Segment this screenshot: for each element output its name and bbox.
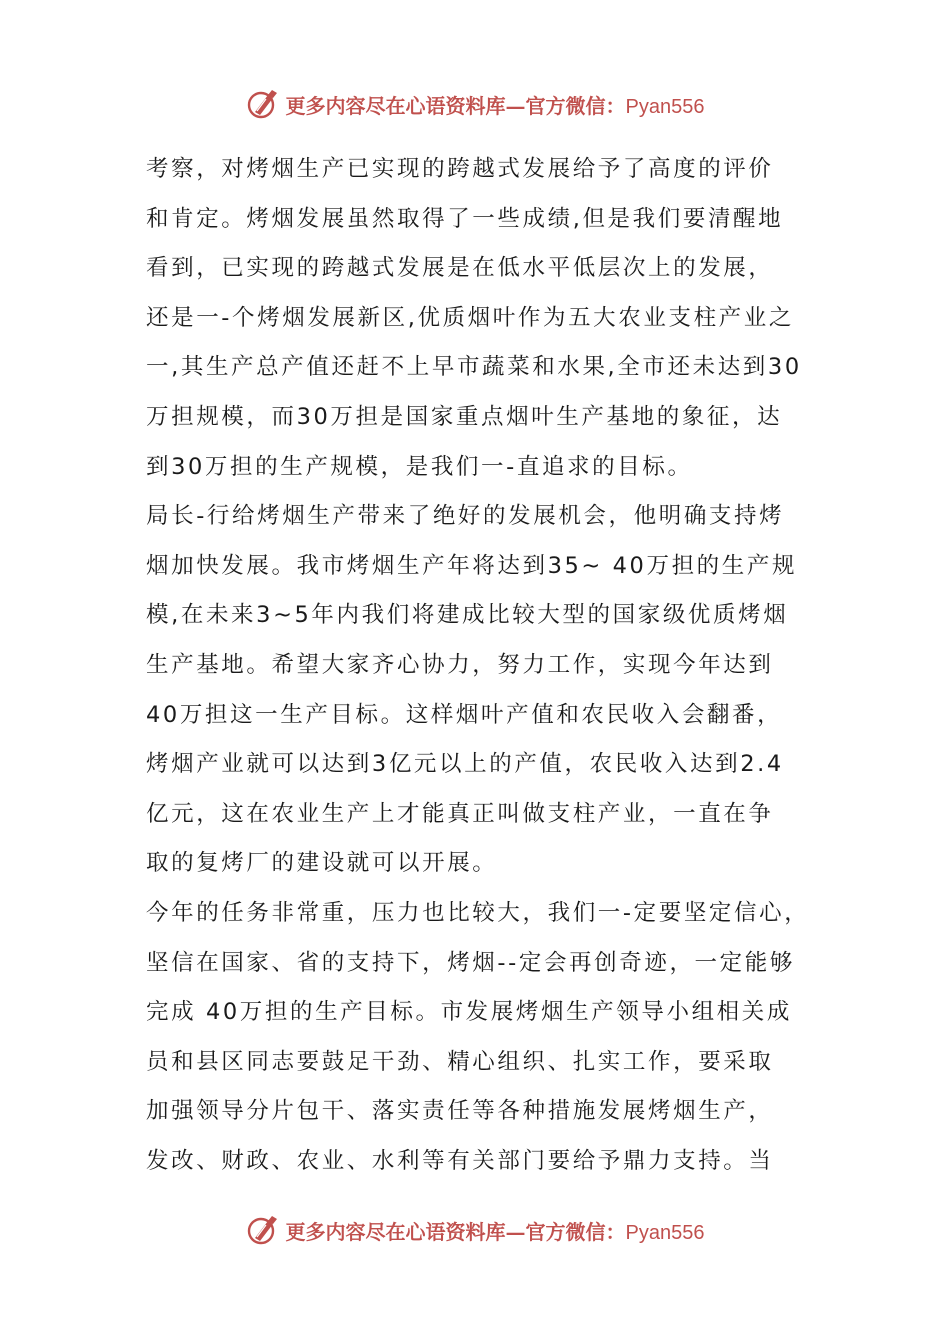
body-line: 到30万担的生产规模，是我们一-直追求的目标。 <box>146 453 693 480</box>
watermark-title: 更多内容尽在心语资料库 <box>285 93 506 118</box>
watermark-text <box>286 1216 705 1245</box>
body-line: 考察，对烤烟生产已实现的跨越式发展给予了高度的评价 <box>146 156 774 182</box>
body-line: 还是一-个烤烟发展新区,优质烟叶作为五大农业支柱产业之 <box>146 304 794 331</box>
body-line: 万担规模，而30万担是国家重点烟叶生产基地的象征，达 <box>146 403 783 430</box>
body-line: 亿元，这在农业生产上才能真正叫做支柱产业，一直在争 <box>146 800 774 827</box>
pen-nib-circle-icon <box>246 1213 280 1247</box>
body-line: 烟加快发展。我市烤烟生产年将达到35~ 40万担的生产规 <box>146 552 798 579</box>
header-watermark <box>0 84 950 124</box>
body-line: 烤烟产业就可以达到3亿元以上的产值，农民收入达到2.4 <box>146 751 784 778</box>
watermark-dash: — <box>505 1219 526 1244</box>
body-line: 模,在未来3~5年内我们将建成比较大型的国家级优质烤烟 <box>146 602 789 629</box>
watermark-wechat-label: 官方微信： <box>525 1219 626 1244</box>
body-line: 一,其生产总产值还赶不上早市蔬菜和水果,全市还未达到30 <box>146 354 802 381</box>
watermark-wechat-id: Pyan556 <box>625 1221 705 1244</box>
watermark-title: 更多内容尽在心语资料库 <box>285 1219 506 1244</box>
body-line: 完成 40万担的生产目标。市发展烤烟生产领导小组相关成 <box>146 999 792 1026</box>
body-line: 局长-行给烤烟生产带来了绝好的发展机会，他明确支持烤 <box>146 503 785 530</box>
pen-nib-circle-icon <box>246 87 280 121</box>
body-line: 加强领导分片包干、落实责任等各种措施发展烤烟生产， <box>146 1098 774 1125</box>
footer-watermark <box>0 1210 950 1250</box>
document-body <box>146 145 814 1186</box>
body-line: 取的复烤厂的建设就可以开展。 <box>146 850 498 877</box>
watermark-wechat-id: Pyan556 <box>625 95 705 118</box>
watermark-text <box>286 90 705 119</box>
body-line: 员和县区同志要鼓足干劲、精心组织、扎实工作，要采取 <box>146 1048 774 1075</box>
body-line: 发改、财政、农业、水利等有关部门要给予鼎力支持。当 <box>146 1147 774 1174</box>
body-line: 今年的任务非常重，压力也比较大，我们一-定要坚定信心， <box>146 899 810 926</box>
body-line: 生产基地。希望大家齐心协力，努力工作，实现今年达到 <box>146 651 774 678</box>
body-line: 40万担这一生产目标。这样烟叶产值和农民收入会翻番， <box>146 701 783 728</box>
body-line: 和肯定。烤烟发展虽然取得了一些成绩,但是我们要清醒地 <box>146 205 784 232</box>
body-line: 看到，已实现的跨越式发展是在低水平低层次上的发展， <box>146 255 774 282</box>
body-line: 坚信在国家、省的支持下，烤烟--定会再创奇迹，一定能够 <box>146 949 795 976</box>
watermark-dash: — <box>505 93 526 118</box>
watermark-wechat-label: 官方微信： <box>525 93 626 118</box>
